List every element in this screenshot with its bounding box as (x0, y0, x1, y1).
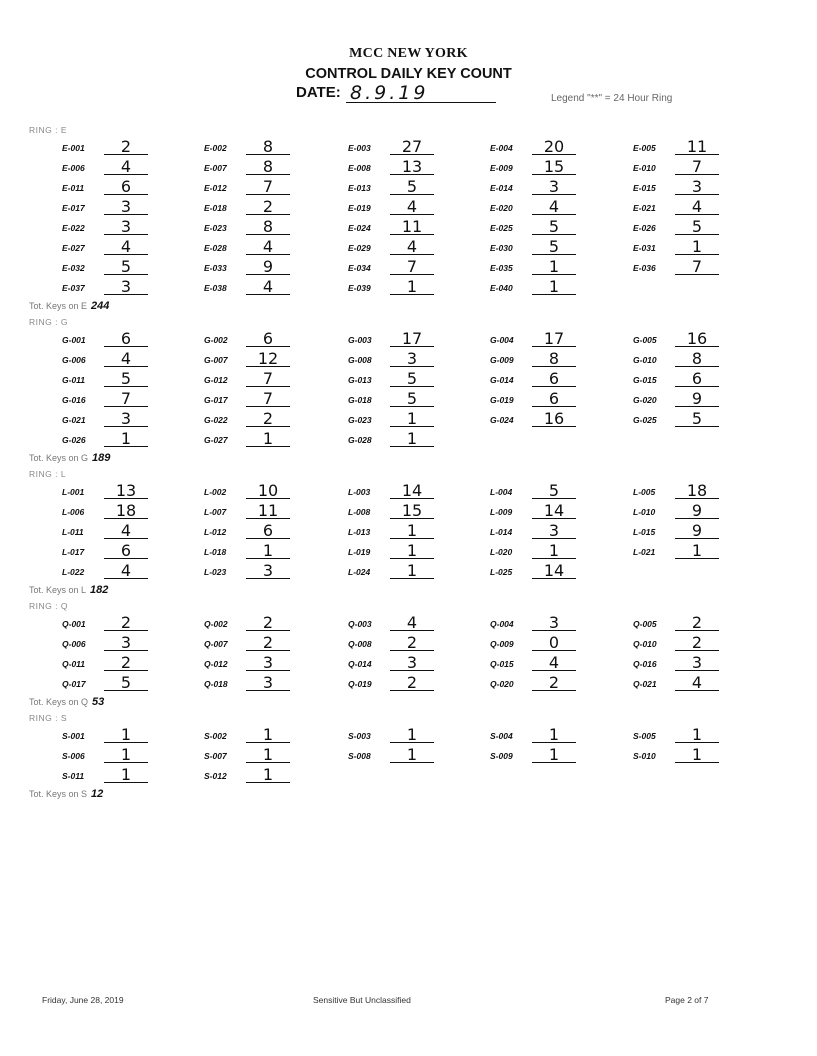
key-code: E-012 (204, 183, 227, 193)
key-count-value: 1 (390, 278, 434, 295)
key-count-value: 3 (246, 562, 290, 579)
key-count-value: 12 (246, 350, 290, 367)
key-count-value: 4 (532, 654, 576, 671)
footer-date: Friday, June 28, 2019 (42, 995, 124, 1005)
ring-label: RING : G (29, 317, 68, 327)
key-code: L-013 (348, 527, 371, 537)
ring-total (29, 452, 110, 464)
key-count-value: 1 (104, 430, 148, 447)
key-code: Q-019 (348, 679, 372, 689)
key-count-value: 6 (104, 178, 148, 195)
key-code: E-006 (62, 163, 85, 173)
key-count-value: 5 (675, 218, 719, 235)
key-count-value: 1 (675, 238, 719, 255)
key-code: Q-002 (204, 619, 228, 629)
key-count-value: 17 (390, 330, 434, 347)
key-code: E-028 (204, 243, 227, 253)
key-code: L-021 (633, 547, 656, 557)
key-count-value: 4 (104, 158, 148, 175)
key-code: E-002 (204, 143, 227, 153)
key-count-value: 14 (532, 562, 576, 579)
key-code: L-004 (490, 487, 513, 497)
key-count-value: 1 (675, 746, 719, 763)
key-count-value: 2 (104, 654, 148, 671)
key-code: E-027 (62, 243, 85, 253)
key-count-value: 2 (104, 138, 148, 155)
key-code: E-009 (490, 163, 513, 173)
key-count-value: 1 (532, 542, 576, 559)
key-code: G-016 (62, 395, 86, 405)
key-code: E-035 (490, 263, 513, 273)
ring-total (29, 788, 103, 800)
key-count-value: 2 (246, 614, 290, 631)
key-count-value: 14 (532, 502, 576, 519)
key-code: E-011 (62, 183, 85, 193)
key-count-value: 2 (675, 634, 719, 651)
key-code: Q-016 (633, 659, 657, 669)
key-count-value: 5 (532, 482, 576, 499)
key-code: E-040 (490, 283, 513, 293)
key-code: L-017 (62, 547, 85, 557)
key-code: Q-011 (62, 659, 85, 669)
key-count-value: 1 (104, 766, 148, 783)
key-count-value: 10 (246, 482, 290, 499)
ring-total-value: 53 (92, 696, 105, 708)
key-count-value: 11 (675, 138, 719, 155)
key-count-value: 9 (675, 522, 719, 539)
key-code: Q-005 (633, 619, 657, 629)
key-count-value: 4 (675, 674, 719, 691)
key-code: Q-010 (633, 639, 657, 649)
key-count-value: 7 (246, 390, 290, 407)
key-code: G-004 (490, 335, 514, 345)
key-code: Q-012 (204, 659, 228, 669)
key-count-value: 1 (390, 542, 434, 559)
ring-total (29, 300, 109, 312)
key-code: E-037 (62, 283, 85, 293)
key-count-value: 6 (104, 542, 148, 559)
key-count-value: 3 (390, 654, 434, 671)
key-count-value: 1 (675, 542, 719, 559)
key-count-value: 16 (532, 410, 576, 427)
key-code: E-022 (62, 223, 85, 233)
key-count-value: 3 (104, 634, 148, 651)
ring-total-value: 189 (92, 452, 111, 464)
key-code: S-009 (490, 751, 513, 761)
ring-total-label: Tot. Keys on G (29, 453, 89, 463)
key-code: L-022 (62, 567, 85, 577)
key-code: Q-007 (204, 639, 228, 649)
key-code: G-019 (490, 395, 514, 405)
page-title: MCC NEW YORK (349, 46, 468, 61)
key-count-value: 8 (532, 350, 576, 367)
key-count-value: 20 (532, 138, 576, 155)
key-count-value: 1 (390, 746, 434, 763)
key-code: L-003 (348, 487, 371, 497)
key-count-value: 3 (104, 278, 148, 295)
key-count-value: 6 (246, 330, 290, 347)
key-count-value: 4 (532, 198, 576, 215)
key-code: G-026 (62, 435, 86, 445)
key-code: E-031 (633, 243, 656, 253)
key-count-value: 3 (675, 654, 719, 671)
key-count-value: 6 (532, 370, 576, 387)
ring-label: RING : Q (29, 601, 68, 611)
ring-total-value: 12 (91, 788, 104, 800)
key-count-value: 3 (104, 198, 148, 215)
key-count-value: 4 (104, 238, 148, 255)
key-code: L-014 (490, 527, 513, 537)
key-count-value: 3 (246, 654, 290, 671)
ring-total-label: Tot. Keys on E (29, 301, 88, 311)
report-subtitle: CONTROL DAILY KEY COUNT (305, 66, 512, 82)
key-code: S-003 (348, 731, 371, 741)
key-code: S-002 (204, 731, 227, 741)
key-code: E-033 (204, 263, 227, 273)
footer-classification: Sensitive But Unclassified (313, 995, 411, 1005)
key-code: E-029 (348, 243, 371, 253)
key-code: E-014 (490, 183, 513, 193)
key-code: E-018 (204, 203, 227, 213)
key-count-value: 4 (246, 238, 290, 255)
key-count-value: 6 (675, 370, 719, 387)
key-code: E-008 (348, 163, 371, 173)
key-count-value: 2 (246, 410, 290, 427)
key-code: L-023 (204, 567, 227, 577)
ring-total (29, 584, 108, 596)
key-count-value: 5 (390, 178, 434, 195)
key-count-value: 1 (104, 746, 148, 763)
key-code: E-013 (348, 183, 371, 193)
key-count-value: 7 (104, 390, 148, 407)
key-count-value: 3 (675, 178, 719, 195)
key-count-value: 4 (390, 614, 434, 631)
key-count-value: 1 (246, 766, 290, 783)
key-code: E-038 (204, 283, 227, 293)
key-count-value: 2 (675, 614, 719, 631)
key-code: G-024 (490, 415, 514, 425)
key-count-value: 4 (390, 238, 434, 255)
key-code: G-005 (633, 335, 657, 345)
key-count-value: 3 (246, 674, 290, 691)
key-count-value: 27 (390, 138, 434, 155)
key-code: S-006 (62, 751, 85, 761)
key-count-value: 5 (390, 370, 434, 387)
key-count-value: 7 (246, 178, 290, 195)
key-code: G-015 (633, 375, 657, 385)
key-count-value: 5 (532, 238, 576, 255)
key-code: E-005 (633, 143, 656, 153)
key-count-value: 13 (104, 482, 148, 499)
key-code: L-011 (62, 527, 84, 537)
key-code: L-024 (348, 567, 371, 577)
key-count-value: 1 (532, 746, 576, 763)
ring-total-label: Tot. Keys on L (29, 585, 87, 595)
key-code: L-001 (62, 487, 85, 497)
key-code: S-004 (490, 731, 513, 741)
key-count-value: 6 (532, 390, 576, 407)
key-count-value: 3 (104, 410, 148, 427)
key-count-value: 2 (246, 634, 290, 651)
key-count-value: 1 (246, 430, 290, 447)
key-count-value: 1 (104, 726, 148, 743)
key-count-value: 18 (104, 502, 148, 519)
key-count-value: 11 (246, 502, 290, 519)
ring-label: RING : S (29, 713, 68, 723)
key-code: L-012 (204, 527, 227, 537)
key-count-value: 1 (390, 522, 434, 539)
key-count-value: 3 (532, 178, 576, 195)
key-count-value: 2 (104, 614, 148, 631)
key-count-value: 1 (532, 278, 576, 295)
key-count-value: 5 (532, 218, 576, 235)
key-count-value: 7 (390, 258, 434, 275)
key-count-value: 5 (104, 674, 148, 691)
key-count-value: 7 (675, 258, 719, 275)
date-value: 8.9.19 (346, 82, 496, 103)
ring-total (29, 696, 104, 708)
key-code: L-025 (490, 567, 513, 577)
key-code: G-017 (204, 395, 228, 405)
key-code: E-015 (633, 183, 656, 193)
ring-total-value: 244 (91, 300, 110, 312)
key-count-value: 5 (675, 410, 719, 427)
key-count-value: 8 (246, 138, 290, 155)
key-code: G-025 (633, 415, 657, 425)
key-count-value: 3 (104, 218, 148, 235)
key-count-value: 4 (246, 278, 290, 295)
key-count-value: 9 (675, 502, 719, 519)
key-count-value: 8 (246, 158, 290, 175)
key-code: E-026 (633, 223, 656, 233)
key-code: Q-017 (62, 679, 86, 689)
key-code: G-002 (204, 335, 228, 345)
key-code: G-027 (204, 435, 228, 445)
key-code: S-011 (62, 771, 85, 781)
key-code: E-010 (633, 163, 656, 173)
key-code: L-006 (62, 507, 85, 517)
key-code: Q-008 (348, 639, 372, 649)
key-code: Q-014 (348, 659, 372, 669)
ring-label: RING : E (29, 125, 68, 135)
key-count-value: 4 (104, 562, 148, 579)
key-code: G-023 (348, 415, 372, 425)
key-code: E-024 (348, 223, 371, 233)
key-count-value: 18 (675, 482, 719, 499)
key-count-value: 1 (246, 726, 290, 743)
key-count-value: 17 (532, 330, 576, 347)
key-code: L-019 (348, 547, 371, 557)
key-code: S-010 (633, 751, 656, 761)
key-count-value: 1 (390, 562, 434, 579)
key-count-value: 5 (390, 390, 434, 407)
key-count-value: 13 (390, 158, 434, 175)
key-code: E-032 (62, 263, 85, 273)
key-code: G-028 (348, 435, 372, 445)
key-code: Q-009 (490, 639, 514, 649)
key-count-value: 6 (104, 330, 148, 347)
key-code: Q-020 (490, 679, 514, 689)
key-code: Q-006 (62, 639, 86, 649)
key-code: Q-018 (204, 679, 228, 689)
key-code: S-005 (633, 731, 656, 741)
key-code: S-008 (348, 751, 371, 761)
key-code: G-006 (62, 355, 86, 365)
key-code: S-007 (204, 751, 227, 761)
key-count-value: 0 (532, 634, 576, 651)
key-count-value: 9 (675, 390, 719, 407)
key-code: E-036 (633, 263, 656, 273)
key-code: Q-004 (490, 619, 514, 629)
key-count-value: 4 (390, 198, 434, 215)
key-code: E-020 (490, 203, 513, 213)
date-label: DATE: (296, 84, 341, 101)
key-count-value: 1 (390, 430, 434, 447)
key-count-value: 8 (675, 350, 719, 367)
key-code: G-008 (348, 355, 372, 365)
key-code: G-022 (204, 415, 228, 425)
key-count-value: 15 (390, 502, 434, 519)
key-count-value: 11 (390, 218, 434, 235)
key-code: G-009 (490, 355, 514, 365)
key-count-value: 3 (390, 350, 434, 367)
key-code: L-009 (490, 507, 513, 517)
key-code: G-010 (633, 355, 657, 365)
ring-total-label: Tot. Keys on Q (29, 697, 89, 707)
key-count-value: 2 (390, 674, 434, 691)
key-count-value: 16 (675, 330, 719, 347)
key-count-value: 2 (532, 674, 576, 691)
key-code: E-007 (204, 163, 227, 173)
footer-page: Page 2 of 7 (665, 995, 709, 1005)
key-code: G-020 (633, 395, 657, 405)
key-count-value: 15 (532, 158, 576, 175)
key-count-value: 3 (532, 522, 576, 539)
key-code: E-023 (204, 223, 227, 233)
key-count-value: 2 (390, 634, 434, 651)
key-count-value: 1 (675, 726, 719, 743)
key-count-value: 2 (246, 198, 290, 215)
key-code: G-014 (490, 375, 514, 385)
key-count-value: 5 (104, 258, 148, 275)
key-code: G-013 (348, 375, 372, 385)
key-code: G-001 (62, 335, 86, 345)
key-count-value: 3 (532, 614, 576, 631)
key-count-value: 1 (532, 258, 576, 275)
key-code: Q-001 (62, 619, 86, 629)
key-code: G-018 (348, 395, 372, 405)
key-count-value: 6 (246, 522, 290, 539)
key-code: E-034 (348, 263, 371, 273)
key-code: E-003 (348, 143, 371, 153)
key-count-value: 1 (246, 746, 290, 763)
key-code: G-007 (204, 355, 228, 365)
key-count-value: 4 (104, 350, 148, 367)
key-code: L-015 (633, 527, 656, 537)
key-count-value: 5 (104, 370, 148, 387)
ring-total-value: 182 (90, 584, 109, 596)
key-count-value: 8 (246, 218, 290, 235)
key-code: E-025 (490, 223, 513, 233)
key-code: E-039 (348, 283, 371, 293)
key-code: E-017 (62, 203, 85, 213)
key-code: L-002 (204, 487, 227, 497)
key-code: G-012 (204, 375, 228, 385)
key-count-value: 7 (675, 158, 719, 175)
ring-total-label: Tot. Keys on S (29, 789, 88, 799)
key-code: G-003 (348, 335, 372, 345)
key-code: Q-015 (490, 659, 514, 669)
key-code: L-010 (633, 507, 656, 517)
key-code: S-012 (204, 771, 227, 781)
key-code: Q-021 (633, 679, 657, 689)
key-count-value: 1 (390, 726, 434, 743)
key-count-value: 1 (390, 410, 434, 427)
key-code: L-020 (490, 547, 513, 557)
key-code: E-021 (633, 203, 656, 213)
key-code: E-001 (62, 143, 85, 153)
key-code: G-021 (62, 415, 86, 425)
key-code: L-018 (204, 547, 227, 557)
key-code: E-004 (490, 143, 513, 153)
key-count-value: 4 (675, 198, 719, 215)
key-count-value: 4 (104, 522, 148, 539)
key-code: L-008 (348, 507, 371, 517)
key-code: G-011 (62, 375, 85, 385)
key-code: E-019 (348, 203, 371, 213)
key-code: E-030 (490, 243, 513, 253)
key-count-value: 7 (246, 370, 290, 387)
legend-note: Legend "**" = 24 Hour Ring (551, 93, 673, 104)
key-code: Q-003 (348, 619, 372, 629)
key-code: S-001 (62, 731, 85, 741)
key-count-value: 1 (246, 542, 290, 559)
key-count-value: 1 (532, 726, 576, 743)
key-count-value: 9 (246, 258, 290, 275)
key-code: L-007 (204, 507, 227, 517)
key-count-value: 14 (390, 482, 434, 499)
key-code: L-005 (633, 487, 656, 497)
ring-label: RING : L (29, 469, 67, 479)
